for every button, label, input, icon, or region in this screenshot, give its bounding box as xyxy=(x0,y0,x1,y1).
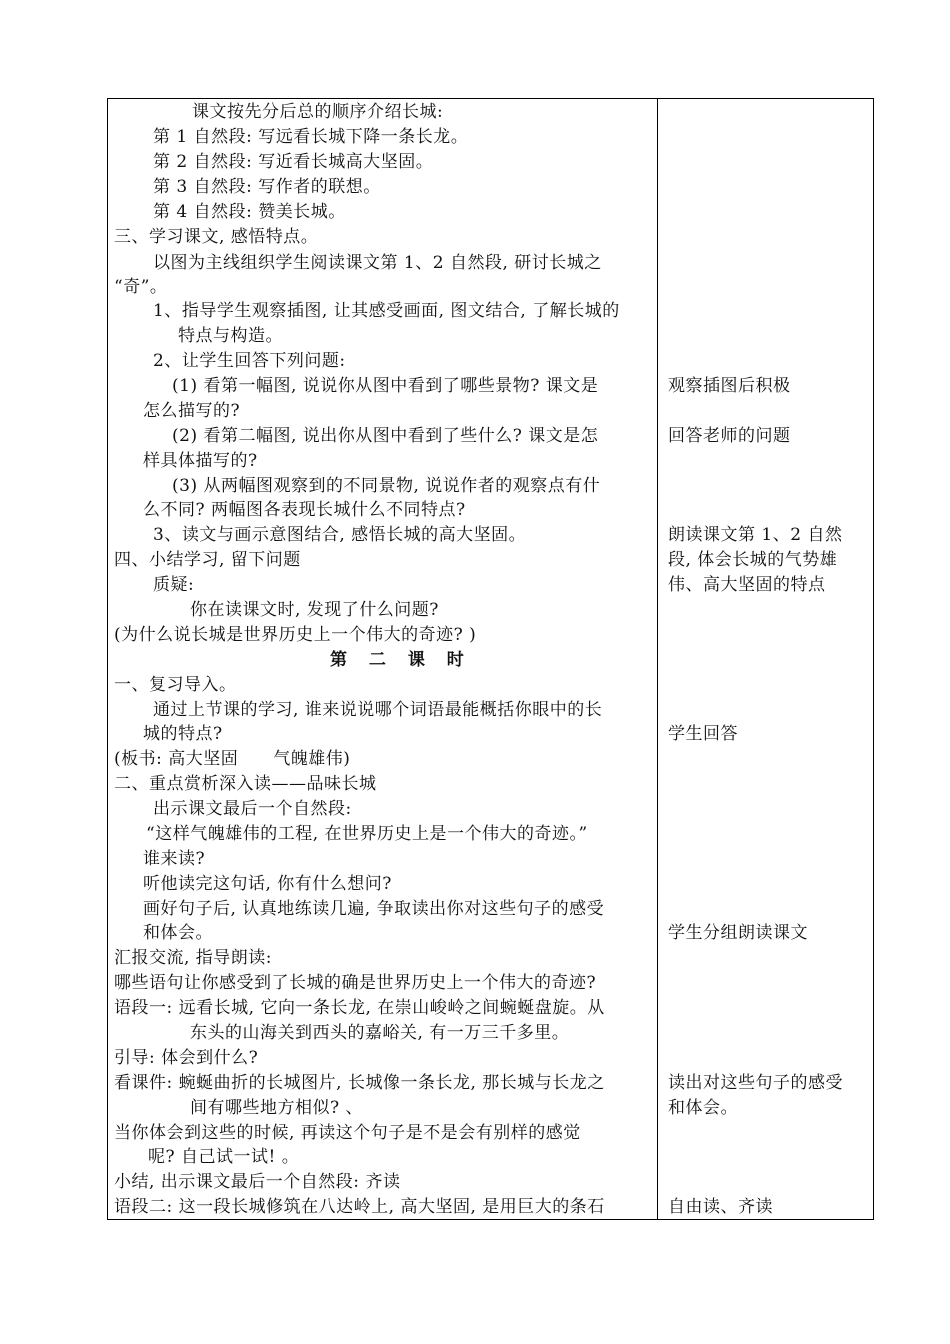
left-line: 语段一: 远看长城, 它向一条长龙, 在崇山峻岭之间蜿蜒盘旋。从 xyxy=(114,998,605,1018)
left-line: (3) 从两幅图观察到的不同景物, 说说作者的观察点有什 xyxy=(172,476,601,496)
left-line: 当你体会到这些的时候, 再读这个句子是不是会有别样的感觉 xyxy=(114,1123,581,1143)
left-line: 听他读完这句话, 你有什么想问? xyxy=(143,874,392,894)
left-line: 第 1 自然段: 写远看长城下降一条长龙。 xyxy=(153,127,469,147)
right-line: 回答老师的问题 xyxy=(668,426,791,446)
right-line: 学生回答 xyxy=(668,724,738,744)
right-line: 学生分组朗读课文 xyxy=(668,923,808,943)
left-line: 2、让学生回答下列问题: xyxy=(153,351,346,371)
right-line: 朗读课文第 1、2 自然 xyxy=(668,525,843,545)
section-heading: 一、复习导入。 xyxy=(114,675,237,695)
left-line: 课文按先分后总的顺序介绍长城: xyxy=(192,102,444,122)
left-line: 语段二: 这一段长城修筑在八达岭上, 高大坚固, 是用巨大的条石 xyxy=(114,1197,605,1217)
left-line: 以图为主线组织学生阅读课文第 1、2 自然段, 研讨长城之 xyxy=(153,253,602,273)
left-line: 间有哪些地方相似? 、 xyxy=(190,1098,364,1118)
left-line: 1、指导学生观察插图, 让其感受画面, 图文结合, 了解长城的 xyxy=(153,301,620,321)
left-line: 画好句子后, 认真地练读几遍, 争取读出你对这些句子的感受 xyxy=(143,899,605,919)
right-line: 观察插图后积极 xyxy=(668,376,791,396)
left-line: 怎么描写的? xyxy=(143,401,241,421)
left-line: “奇”。 xyxy=(114,277,168,297)
left-line: “这样气魄雄伟的工程, 在世界历史上是一个伟大的奇迹。” xyxy=(146,824,588,844)
section-heading: 四、小结学习, 留下问题 xyxy=(114,550,301,570)
right-line: 自由读、齐读 xyxy=(668,1197,773,1217)
left-line: 质疑: xyxy=(153,575,195,595)
left-line: 小结, 出示课文最后一个自然段: 齐读 xyxy=(114,1172,401,1192)
left-line: 引导: 体会到什么? xyxy=(114,1048,259,1068)
left-line: 和体会。 xyxy=(143,923,213,943)
left-line: 汇报交流, 指导朗读: xyxy=(114,948,273,968)
right-line: 和体会。 xyxy=(668,1098,738,1118)
left-line: 谁来读? xyxy=(143,849,206,869)
right-line: 读出对这些句子的感受 xyxy=(668,1073,843,1093)
section-heading: 三、学习课文, 感悟特点。 xyxy=(114,227,319,247)
right-line: 段, 体会长城的气势雄 xyxy=(668,550,838,570)
left-line: 3、读文与画示意图结合, 感悟长城的高大坚固。 xyxy=(153,525,527,545)
lesson-heading: 第 二 课 时 xyxy=(330,650,472,670)
left-line: (2) 看第二幅图, 说出你从图中看到了些什么? 课文是怎 xyxy=(172,426,599,446)
right-line: 伟、高大坚固的特点 xyxy=(668,575,826,595)
left-line: 么不同? 两幅图各表现长城什么不同特点? xyxy=(143,500,466,520)
left-line: 第 2 自然段: 写近看长城高大坚固。 xyxy=(153,152,434,172)
left-line: 看课件: 蜿蜒曲折的长城图片, 长城像一条长龙, 那长城与长龙之 xyxy=(114,1073,605,1093)
left-line: 呢? 自己试一试! 。 xyxy=(148,1147,300,1167)
left-line: 你在读课文时, 发现了什么问题? xyxy=(190,600,439,620)
left-line: 哪些语句让你感受到了长城的确是世界历史上一个伟大的奇迹? xyxy=(114,973,597,993)
left-line: 通过上节课的学习, 谁来说说哪个词语最能概括你眼中的长 xyxy=(153,700,603,720)
section-heading: 二、重点赏析深入读——品味长城 xyxy=(114,774,377,794)
left-line: 出示课文最后一个自然段: xyxy=(153,799,352,819)
left-line: 样具体描写的? xyxy=(143,451,258,471)
left-line: 东头的山海关到西头的嘉峪关, 有一万三千多里。 xyxy=(190,1023,570,1043)
left-line: (为什么说长城是世界历史上一个伟大的奇迹? ) xyxy=(114,625,477,645)
left-line: 城的特点? xyxy=(143,724,223,744)
left-line: (1) 看第一幅图, 说说你从图中看到了哪些景物? 课文是 xyxy=(172,376,599,396)
left-line: 特点与构造。 xyxy=(178,326,283,346)
left-line: 第 4 自然段: 赞美长城。 xyxy=(153,202,346,222)
left-line: 第 3 自然段: 写作者的联想。 xyxy=(153,177,381,197)
left-line: (板书: 高大坚固 气魄雄伟) xyxy=(114,749,351,769)
column-divider xyxy=(657,98,658,1220)
